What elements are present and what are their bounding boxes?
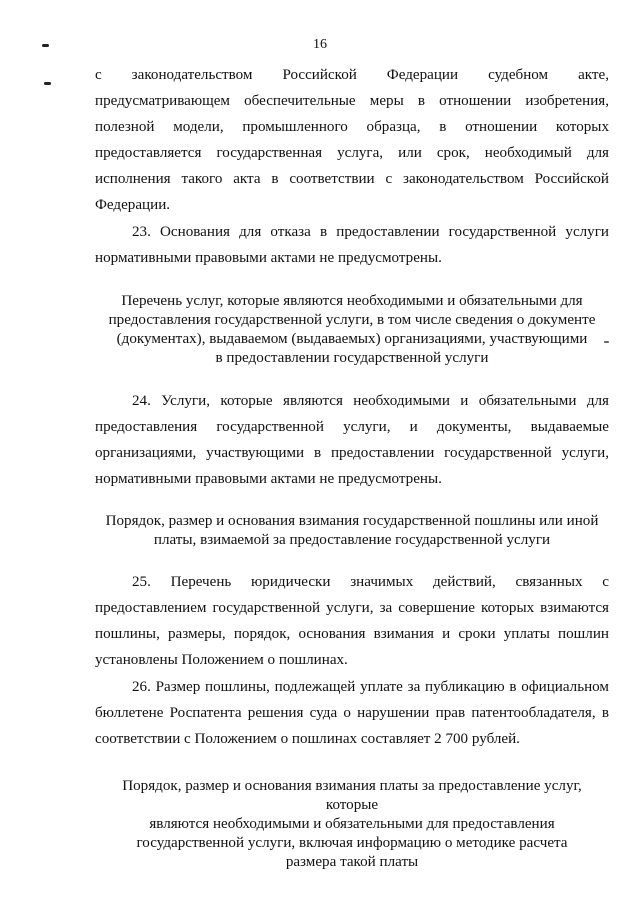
heading-line: Порядок, размер и основания взимания платы за предоставление услуг, которые <box>122 777 582 813</box>
heading-line: предоставления государственной услуги, в том числе сведения о документе <box>108 311 596 328</box>
paragraph-26: 26. Размер пошлины, подлежащей уплате за публикацию в официальном бюллетене Роспатента решения суда о нарушении прав патентообладателя, в соответствии с Положением о пошлинах составляет 2 700 рублей. <box>95 678 609 747</box>
paragraph-23: 23. Основания для отказа в предоставлении государственной услуги нормативными правовыми актами не предусмотрены. <box>95 223 609 266</box>
page-number: 16 <box>313 37 327 52</box>
heading-line: Порядок, размер и основания взимания государственной пошлины или иной <box>105 513 599 530</box>
scan-mark-2 <box>44 82 51 85</box>
paragraph-24: 24. Услуги, которые являются необходимыми и обязательными для предоставления государственной услуги, и документы, выдаваемые организациями, участвующими в предоставлении государственной услуги, нормативными правовыми актами не предусмотрены. <box>95 392 609 488</box>
document-body <box>95 62 609 872</box>
heading-line: в предоставлении государственной услуги <box>215 349 489 366</box>
heading-line: государственной услуги, включая информацию о методике расчета <box>136 834 568 851</box>
paragraph-25: 25. Перечень юридически значимых действий, связанных с предоставлением государственной услуги, за совершение которых взимаются пошлины, размеры, порядок, основания взимания и сроки уплаты пошлин установлены Положением о пошлинах. <box>95 574 609 669</box>
heading-line: являются необходимыми и обязательными для предоставления <box>149 815 555 832</box>
heading-line: Перечень услуг, которые являются необходимыми и обязательными для <box>121 292 583 309</box>
heading-line: размера такой платы <box>285 853 419 870</box>
section-heading-services-list <box>95 292 609 368</box>
heading-line: (документах), выдаваемом (выдаваемых) организациями, участвующими <box>116 330 588 347</box>
section-heading-services-fee <box>95 777 609 872</box>
paragraph-continuation: с законодательством Российской Федерации судебном акте, предусматривающем обеспечительные меры в отношении изобретения, полезной модели, промышленного образца, в отношении которых предоставляется государственная услуга, или срок, необходимый для исполнения такого акта в соответствии с законодательством Российской Федерации. <box>95 67 609 214</box>
heading-line: платы, взимаемой за предоставление государственной услуги <box>153 532 551 549</box>
section-heading-state-fee <box>95 512 609 550</box>
